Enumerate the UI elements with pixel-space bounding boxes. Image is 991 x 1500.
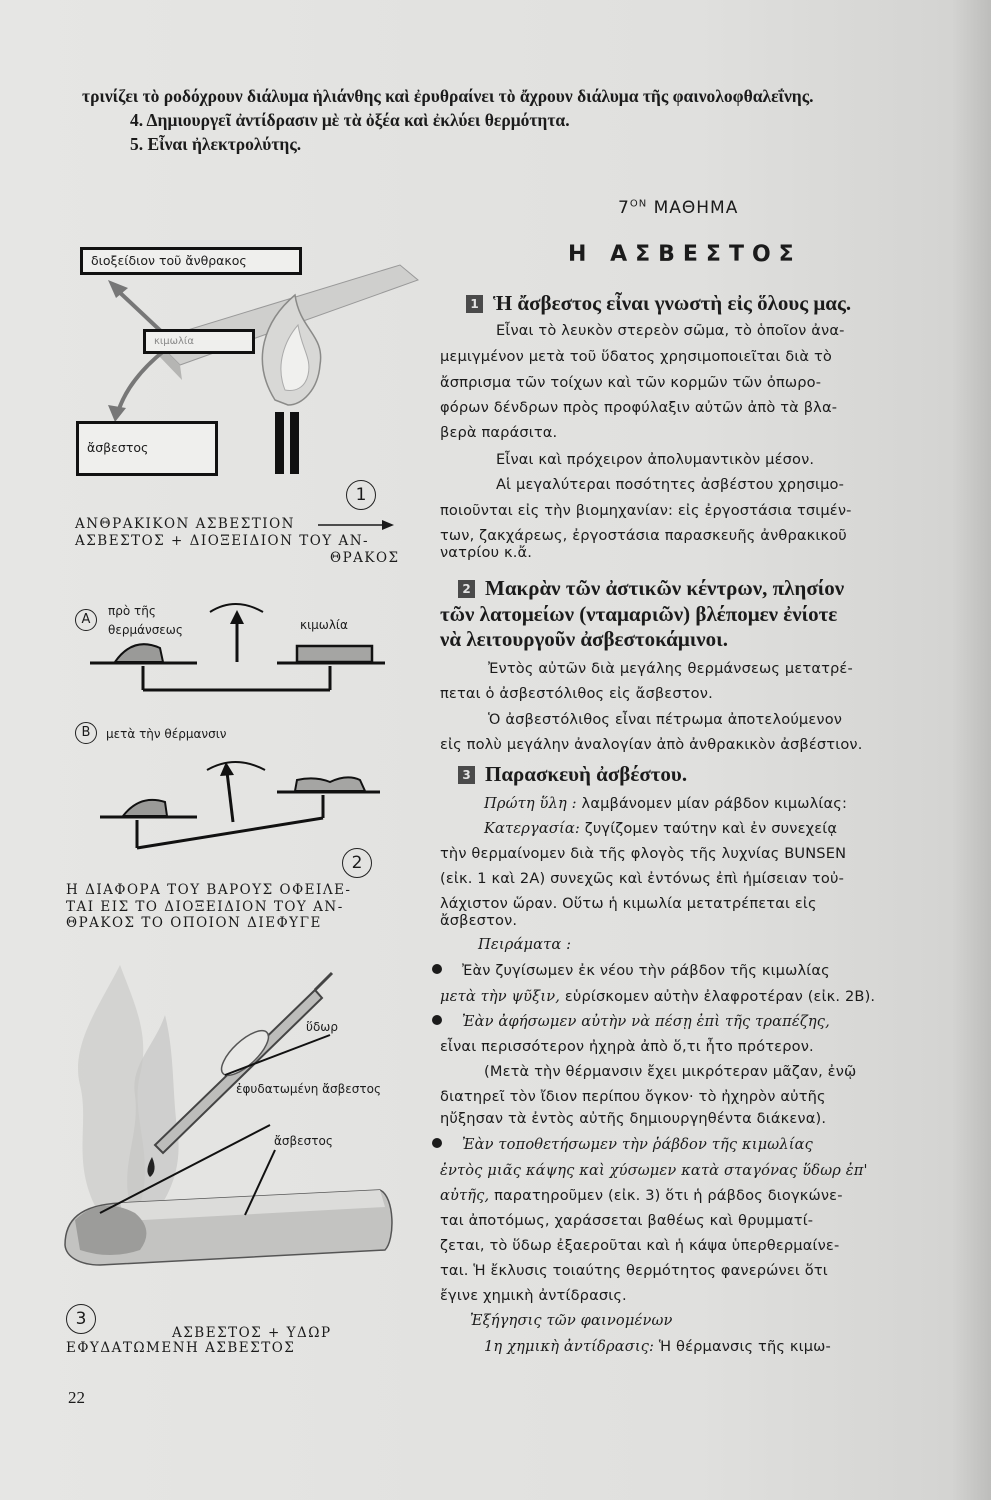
section-1-number: 1 — [466, 295, 483, 313]
text-line: διατηρεῖ τὸν ἴδιον περίπου ὄγκον· τὸ ἠχηρὸν αὐτῆς — [440, 1088, 826, 1105]
text-line: βερὰ παράσιτα. — [440, 424, 558, 441]
text-line: ἄσβεστον. — [440, 912, 518, 929]
raw-label: Πρώτη ὕλη : — [484, 795, 577, 812]
text-line: μεμιγμένον μετὰ τοῦ ὕδατος χρησιμοποιεῖται διὰ τὸ — [440, 348, 833, 365]
bullet-icon — [432, 1138, 442, 1148]
label-lime: ἄσβεστος — [76, 421, 218, 476]
text-line: νατρίου κ.ἄ. — [440, 544, 533, 561]
figure-3-number: 3 — [66, 1304, 96, 1334]
chapter-title: Η ΑΣΒΕΣΤΟΣ — [568, 242, 802, 267]
text-line: ποιοῦνται εἰς τὴν βιομηχανίαν: εἰς ἐργοστάσια τσιμέν- — [440, 502, 852, 519]
text-line: των, ζακχάρεως, ἐργοστάσια παρασκευῆς ἀνθρακικοῦ — [440, 527, 847, 544]
figure-1-caption-1: ΑΝΘΡΑΚΙΚΟΝ ΑΣΒΕΣΤΙΟΝ — [75, 516, 295, 532]
text-line: εἶναι περισσότερον ἠχηρὰ ἀπὸ ὅ,τι ἦτο πρότερον. — [440, 1038, 814, 1055]
section-2-heading — [458, 576, 844, 601]
proc-label: Κατεργασία: — [484, 820, 580, 837]
section-2-title-3: νὰ λειτουργοῦν ἀσβεστοκάμινοι. — [440, 627, 728, 651]
text-line: ἔγινε χημικὴ ἀντίδρασις. — [440, 1287, 627, 1304]
raw-text: λαμβάνομεν μίαν ράβδον κιμωλίας: — [581, 795, 848, 812]
explanation-label: Ἐξήγησις τῶν φαινομένων — [470, 1312, 673, 1329]
text-line: Αἱ μεγαλύτεραι ποσότητες ἀσβέστου χρησιμο- — [496, 476, 845, 493]
figure-2-number: 2 — [342, 848, 372, 878]
text-line: (Μετὰ τὴν θέρμανσιν ἔχει μικρότεραν μᾶζαν, ἐνῷ — [484, 1063, 857, 1080]
bullet-2-italic: Ἐὰν ἀφήσωμεν αὐτὴν νὰ πέσῃ ἐπὶ τῆς τραπέζης, — [462, 1013, 830, 1030]
text-line: τὴν θερμαίνομεν διὰ τῆς φλογὸς τῆς λυχνίας BUNSEN — [440, 845, 847, 862]
text-line: (εἰκ. 1 καὶ 2Α) συνεχῶς καὶ ἐντόνως ἐπὶ ἡμίσειαν τοὐ- — [440, 870, 845, 887]
proc-text: ζυγίζομεν ταύτην καὶ ἐν συνεχείᾳ — [584, 820, 838, 837]
text-line: πεται ὁ ἀσβεστόλιθος εἰς ἄσβεστον. — [440, 685, 713, 702]
label-chalk: κιμωλία — [143, 329, 255, 354]
figure-3-caption-1: ΑΣΒΕΣΤΟΣ + ΥΔΩΡ — [172, 1325, 332, 1341]
section-2-title-1: Μακρὰν τῶν ἀστικῶν κέντρων, πλησίον — [485, 576, 845, 600]
section-2-number: 2 — [458, 580, 475, 598]
text-line: Εἶναι καὶ πρόχειρον ἀπολυμαντικὸν μέσον. — [496, 451, 815, 468]
label-lime-3: ἄσβεστος — [274, 1134, 333, 1148]
lesson-suffix: ΟΝ — [629, 198, 648, 210]
text-line: ζεται, τὸ ὕδωρ ἐξαεροῦται καὶ ἡ κάψα ὑπερθερμαίνε- — [440, 1237, 840, 1254]
top-line-3: 5. Εἶναι ἠλεκτρολύτης. — [130, 134, 302, 154]
figure-3-drawing — [60, 965, 410, 1275]
bullet-1-text-2: εὑρίσκομεν αὐτὴν ἐλαφροτέραν (εἰκ. 2Β). — [564, 988, 876, 1005]
figure-1-caption-3: ΘΡΑΚΟΣ — [330, 550, 400, 566]
bullet-1-line-1 — [432, 962, 830, 979]
bullet-icon — [432, 964, 442, 974]
lesson-number — [618, 198, 738, 218]
text-line: ἄσπρισμα τῶν τοίχων καὶ τῶν κορμῶν τῶν ὀπωρο- — [440, 374, 822, 391]
reaction-text: Ἡ θέρμανσις τῆς κιμω- — [658, 1338, 831, 1355]
bullet-3-italic-2: αὐτῆς, — [440, 1187, 490, 1204]
balance-after-drawing — [85, 752, 395, 862]
figure-2a-label: πρὸ τῆς θερμάνσεως — [108, 604, 183, 637]
figure-2-caption-2: ΤΑΙ ΕΙΣ ΤΟ ΔΙΟΞΕΙΔΙΟΝ ΤΟΥ ΑΝ- — [66, 899, 344, 915]
section-3-heading — [458, 762, 687, 787]
experiments-label: Πειράματα : — [478, 936, 572, 953]
top-line-2: 4. Δημιουργεῖ ἀντίδρασιν μὲ τὰ ὀξέα καὶ ἐκλύει θερμότητα. — [130, 110, 570, 130]
bullet-2-line-1 — [432, 1013, 830, 1030]
bullet-icon — [432, 1015, 442, 1025]
bullet-1-text: Ἐὰν ζυγίσωμεν ἐκ νέου τὴν ράβδον τῆς κιμωλίας — [462, 962, 830, 979]
page-number: 22 — [68, 1388, 85, 1407]
bullet-3-line-1 — [432, 1136, 813, 1153]
text-line: ἐντὸς μιᾶς κάψης καὶ χύσωμεν κατὰ σταγόνας ὕδωρ ἐπ' — [440, 1162, 868, 1179]
section-1-heading — [466, 291, 851, 316]
reaction-arrow-icon — [318, 518, 394, 532]
figure-1-caption-2: ΑΣΒΕΣΤΟΣ + ΔΙΟΞΕΙΔΙΟΝ ΤΟΥ ΑΝ- — [75, 533, 370, 549]
figure-2-chalk-label: κιμωλία — [300, 618, 348, 632]
figure-2-caption-1: Η ΔΙΑΦΟΡΑ ΤΟΥ ΒΑΡΟΥΣ ΟΦΕΙΛΕ- — [66, 882, 352, 898]
bullet-3-italic: Ἐὰν τοποθετήσωμεν τὴν ῥάβδον τῆς κιμωλίας — [462, 1136, 813, 1153]
text-line: ται ἀποτόμως, χαράσσεται βαθέως καὶ θρυμματί- — [440, 1212, 814, 1229]
label-co2: διοξείδιον τοῦ ἄνθρακος — [80, 247, 302, 275]
section-2-title-2: τῶν λατομείων (νταμαριῶν) βλέπομεν ἐνίοτε — [440, 602, 838, 626]
reaction-label: 1η χημικὴ ἀντίδρασις: — [484, 1338, 655, 1355]
text-line: εἰς πολὺ μεγάλην ἀναλογίαν ἀπὸ ἀνθρακικὸν ἀσβέστιον. — [440, 736, 863, 753]
bullet-1-line-2 — [440, 988, 875, 1005]
bullet-3-text: παρατηροῦμεν (εἰκ. 3) ὅτι ἡ ράβδος διογκώνε- — [494, 1187, 843, 1204]
text-line: φόρων δένδρων πρὸς προφύλαξιν αὐτῶν ἀπὸ τὰ βλα- — [440, 399, 838, 416]
label-slaked-lime: ἐφυδατωμένη ἄσβεστος — [236, 1082, 381, 1096]
figure-2a-letter: Α — [75, 609, 97, 631]
figure-2b-label: μετὰ τὴν θέρμανσιν — [106, 727, 227, 741]
balance-before-drawing — [85, 600, 395, 710]
label-water: ὕδωρ — [306, 1020, 338, 1034]
section-3-number: 3 — [458, 766, 475, 784]
text-line: Ἐντὸς αὐτῶν διὰ μεγάλης θερμάνσεως μετατρέ- — [488, 660, 853, 677]
top-line-1: τρινίζει τὸ ροδόχρουν διάλυμα ἡλιάνθης καὶ ἐρυθραίνει τὸ ἄχρουν διάλυμα τῆς φαινολοφθαλεΐνης. — [82, 86, 814, 106]
section-3-title: Παρασκευὴ ἀσβέστου. — [485, 762, 688, 786]
lesson-word: ΜΑΘΗΜΑ — [653, 198, 739, 218]
text-line: ται. Ἡ ἔκλυσις τοιαύτης θερμότητος φανερώνει ὅτι — [440, 1262, 828, 1279]
section-1-title: Ἡ ἄσβεστος εἶναι γνωστὴ εἰς ὅλους μας. — [493, 291, 852, 315]
lesson-num: 7 — [618, 198, 630, 218]
text-line: ηὔξησαν τὰ ἐντὸς αὐτῆς δημιουργηθέντα διάκενα). — [440, 1110, 827, 1127]
figure-1 — [70, 240, 430, 490]
raw-material-line — [484, 795, 847, 812]
text-line: Εἶναι τὸ λευκὸν στερεὸν σῶμα, τὸ ὁποῖον ἀνα- — [496, 322, 845, 339]
figure-2-caption-3: ΘΡΑΚΟΣ ΤΟ ΟΠΟΙΟΝ ΔΙΕΦΥΓΕ — [66, 915, 322, 931]
figure-3-caption-2: ΕΦΥΔΑΤΩΜΕΝΗ ΑΣΒΕΣΤΟΣ — [66, 1340, 296, 1356]
processing-line — [484, 820, 837, 837]
figure-1-number: 1 — [346, 480, 376, 510]
bullet-3-line-3 — [440, 1187, 843, 1204]
last-line — [484, 1338, 831, 1355]
text-line: λάχιστον ὥραν. Οὕτω ἡ κιμωλία μετατρέπεται εἰς — [440, 895, 817, 912]
text-line: Ὁ ἀσβεστόλιθος εἶναι πέτρωμα ἀποτελούμενον — [488, 711, 843, 728]
figure-2b-letter: Β — [75, 722, 97, 744]
bullet-1-italic: μετὰ τὴν ψῦξιν, — [440, 988, 561, 1005]
